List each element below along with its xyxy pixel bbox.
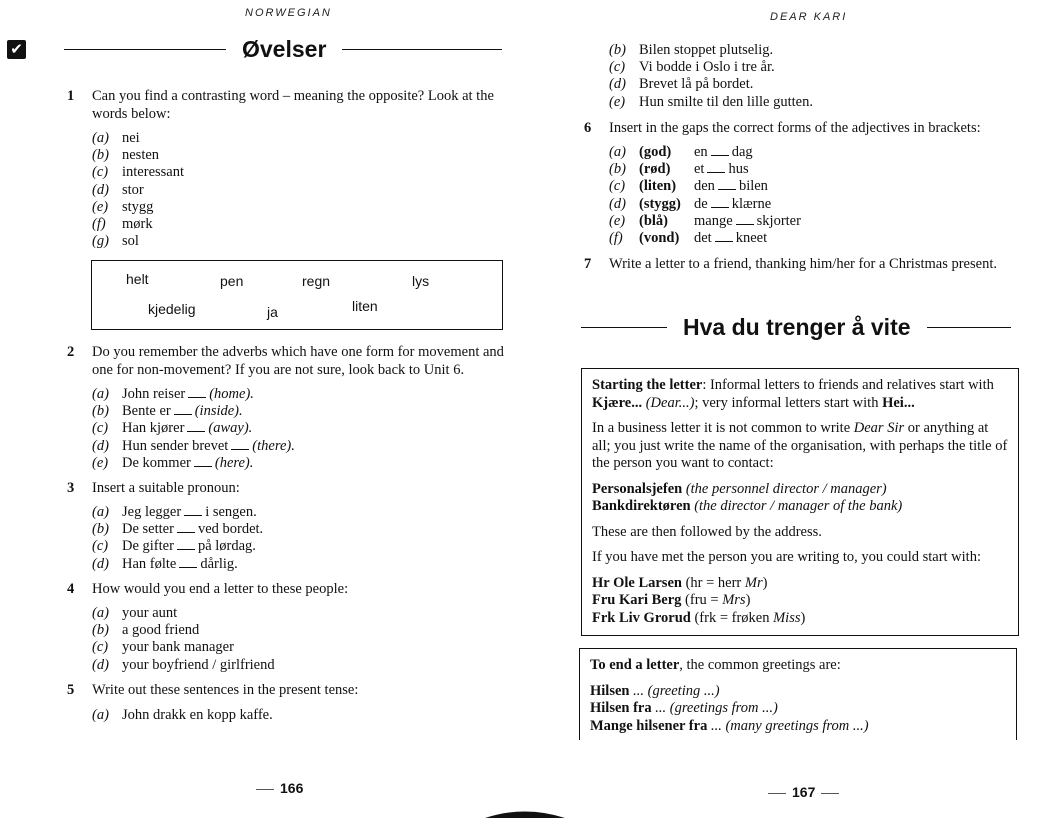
list-item: (e) stygg [92, 198, 154, 215]
exercise-items [92, 130, 184, 250]
box-paragraph: To end a letter, the common greetings are: [590, 657, 841, 673]
exercise-instruction: Insert in the gaps the correct forms of the adjectives in brackets: [609, 120, 981, 136]
list-item: (e) (blå) mange skjorter [609, 212, 801, 229]
left-page [0, 0, 526, 822]
right-page [526, 0, 1052, 822]
list-item: (d) your boyfriend / girlfriend [92, 656, 275, 673]
exercise-items [609, 42, 813, 111]
list-item: (b) De setter ved bordet. [92, 521, 264, 538]
section-title-row [581, 314, 1021, 341]
word: regn [302, 273, 331, 289]
list-item: (a) John reiser (home). [92, 386, 254, 402]
list-item: (c) De gifter på lørdag. [92, 538, 256, 555]
list-item: (g) sol [92, 233, 139, 250]
exercise-instruction: Write out these sentences in the present tense: [92, 682, 359, 698]
word-box [91, 260, 503, 330]
list-item: (d) Hun sender brevet (there). [92, 437, 295, 454]
list-item: (a) Jeg legger i sengen. [92, 504, 257, 520]
list-item: (d) Brevet lå på bordet. [609, 76, 754, 93]
box-greetings: Hilsen ... (greeting ...) Hilsen fra ... (greetings from ...) Mange hilsener fra ... (many greetings from ...) [590, 682, 869, 734]
word: ja [267, 304, 278, 320]
exercise-instruction: Write a letter to a friend, thanking him/her for a Christmas present. [609, 256, 997, 272]
list-item: (b) Bilen stoppet plutselig. [609, 42, 774, 58]
exercise-instruction: How would you end a letter to these people: [92, 581, 349, 597]
exercise-instruction: Can you find a contrasting word – meaning the opposite? Look at the words below: [92, 88, 494, 122]
page-number-right: 167 [762, 784, 845, 800]
exercise-number: 4 [67, 581, 75, 597]
list-item: (c) Han kjører (away). [92, 420, 253, 437]
list-item: (b) nesten [92, 147, 160, 164]
info-box-starting [581, 368, 1019, 636]
exercise-items [609, 144, 801, 247]
running-head-left: NORWEGIAN [245, 7, 332, 19]
list-item: (b) Bente er (inside). [92, 403, 243, 420]
list-item: (b) a good friend [92, 622, 200, 639]
word: pen [220, 273, 244, 289]
exercise-items [92, 707, 273, 724]
title-rule-left [64, 49, 226, 50]
word: helt [126, 271, 149, 287]
exercise-instruction: Do you remember the adverbs which have one form for movement and one for non-movement? If you are not sure, look back to Unit 6. [92, 344, 504, 378]
exercise-items [92, 386, 295, 472]
box-paragraph: If you have met the person you are writing to, you could start with: [592, 549, 981, 565]
list-item: (a) your aunt [92, 605, 178, 621]
list-item: (c) Vi bodde i Oslo i tre år. [609, 59, 775, 76]
section-title: Hva du trenger å vite [683, 314, 911, 340]
list-item: (d) stor [92, 181, 144, 198]
list-item: (c) interessant [92, 164, 185, 181]
exercise-instruction: Insert a suitable pronoun: [92, 480, 240, 496]
list-item: (a) (god) en dag [609, 144, 753, 160]
section-title-row [64, 36, 504, 63]
spine-shadow [485, 806, 565, 816]
word: liten [352, 298, 378, 314]
exercise-number: 2 [67, 344, 75, 360]
list-item: (f) mørk [92, 215, 153, 232]
word: kjedelig [148, 301, 196, 317]
box-paragraph: These are then followed by the address. [592, 523, 822, 540]
title-rule-right [342, 49, 502, 50]
checkmark-icon: ✔ [7, 40, 26, 59]
exercise-number: 1 [67, 88, 75, 104]
box-names: Hr Ole Larsen (hr = herr Mr) Fru Kari Berg (fru = Mrs) Frk Liv Grorud (frk = frøken Miss) [592, 574, 806, 626]
page-title: Øvelser [242, 36, 327, 62]
title-rule-right [927, 327, 1011, 328]
list-item: (c) (liten) den bilen [609, 178, 768, 195]
list-item: (e) Hun smilte til den lille gutten. [609, 93, 813, 110]
exercise-number: 5 [67, 682, 75, 698]
box-paragraph: In a business letter it is not common to write Dear Sir or anything at all; you just write the name of the organisation, with perhaps the title of the person you want to contact: [592, 420, 1008, 471]
page-number-left: 166 [250, 780, 303, 796]
list-item: (a) nei [92, 130, 140, 146]
list-item: (b) (rød) et hus [609, 161, 749, 178]
running-head-right: DEAR KARI [770, 11, 848, 23]
box-paragraph: Starting the letter: Informal letters to friends and relatives start with Kjære... (Dear...); very informal letters start with Hei... [592, 377, 994, 411]
list-item: (d) (stygg) de klærne [609, 195, 772, 212]
list-item: (a) John drakk en kopp kaffe. [92, 707, 273, 723]
exercise-items [92, 504, 263, 573]
exercise-number: 3 [67, 480, 75, 496]
list-item: (d) Han følte dårlig. [92, 555, 238, 572]
word: lys [412, 273, 430, 289]
exercise-number: 7 [584, 256, 592, 272]
title-rule-left [581, 327, 667, 328]
info-box-ending [579, 648, 1017, 740]
box-titles: Personalsjefen (the personnel director / manager) Bankdirektøren (the director / manager of the bank) [592, 480, 903, 514]
exercise-number: 6 [584, 120, 592, 136]
list-item: (e) De kommer (here). [92, 454, 254, 471]
exercise-items [92, 605, 275, 674]
list-item: (f) (vond) det kneet [609, 229, 768, 246]
list-item: (c) your bank manager [92, 639, 234, 656]
